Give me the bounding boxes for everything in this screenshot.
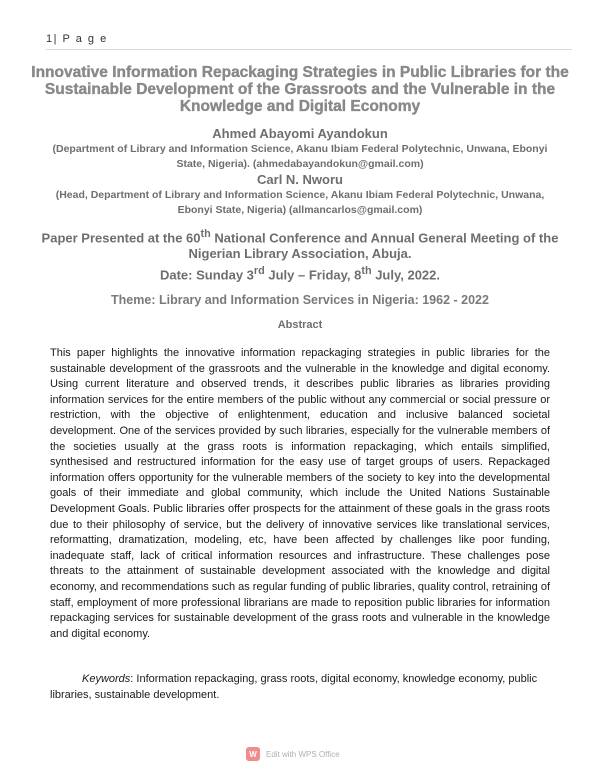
conference-ordinal: th bbox=[200, 228, 211, 240]
page-number-value: 1 bbox=[46, 33, 54, 45]
date-middle: July – Friday, 8 bbox=[264, 267, 362, 283]
author-name-1: Ahmed Abayomi Ayandokun bbox=[212, 126, 388, 141]
date-prefix: Date: Sunday 3 bbox=[159, 267, 254, 283]
abstract-heading: Abstract bbox=[277, 319, 323, 331]
header-rule bbox=[46, 49, 572, 50]
date-sup-2: th bbox=[361, 265, 372, 277]
page-number bbox=[46, 33, 108, 45]
wps-watermark-text: Edit with WPS Office bbox=[266, 749, 340, 759]
author-affiliation-1: (Department of Library and Information Science, Akanu Ibiam Federal Polytechnic, Unwana, Ebonyi State, Nigeria). (ahmedabayandokun@gmail.com) bbox=[52, 143, 548, 170]
author-name-2: Carl N. Nworu bbox=[257, 172, 343, 187]
conference-theme: Theme: Library and Information Services in Nigeria: 1962 - 2022 bbox=[111, 293, 489, 307]
keywords-label: Keywords bbox=[82, 673, 131, 685]
keywords-text: : Information repackaging, grass roots, digital economy, knowledge economy, public libraries, sustainable development. bbox=[50, 673, 538, 701]
keywords-paragraph bbox=[50, 672, 550, 703]
wps-logo-icon: W bbox=[246, 747, 260, 761]
conference-date bbox=[0, 265, 600, 282]
date-suffix: July, 2022. bbox=[371, 267, 440, 283]
conference-note bbox=[22, 226, 578, 262]
page-number-label: | P a g e bbox=[53, 33, 108, 45]
paper-title: Innovative Information Repackaging Strategies in Public Libraries for the Sustainable Development of the Grassroots and the Vulnerable in the Knowledge and Digital Economy bbox=[31, 64, 569, 115]
conference-note-prefix: Paper Presented at the 60 bbox=[41, 230, 201, 246]
wps-watermark[interactable] bbox=[246, 747, 340, 761]
conference-note-suffix: National Conference and Annual General Meeting of the Nigerian Library Association, Abuja. bbox=[188, 230, 559, 262]
author-affiliation-2: (Head, Department of Library and Information Science, Akanu Ibiam Federal Polytechnic, Unwana, Ebonyi State, Nigeria) (allmancarlos@gmail.com) bbox=[55, 189, 545, 216]
author-block bbox=[20, 126, 580, 218]
abstract-body: This paper highlights the innovative information repackaging strategies in public libraries for the sustainable development of the grassroots and the vulnerable in the knowledge and digital economy. Using current literature and observed trends, it describes public libraries as libraries providing information services for the entire members of the public without any commercial or social pressure or restriction, with the objective of enlightenment, education and inclusive balanced societal development. One of the services provided by such libraries, especially for the vulnerable members of the societies usually at the grass roots is information repackaging, which entails simplified, synthesised and restructured information for the easy use of target groups of users. Repackaged information offers opportunity for the vulnerable members of the society to key into the developmental goals of their immediate and global community, which include the United Nations Sustainable Development Goals. Public libraries offer prospects for the attainment of these goals in the grass roots due to their philosophy of service, but the delivery of innovative services like translational services, reformatting, dramatization, modeling, etc, have been affected by challenges like poor funding, inadequate staff, lack of critical information resources and infrastructure. These challenges pose threats to the attainment of sustainable development associated with the knowledge and digital economy, and recommendations such as regular funding of public libraries, quality control, retraining of staff, employment of more professional librarians are made to reposition public libraries for information repackaging services for sustainable development of the grass roots and vulnerable in the knowledge and digital economy. bbox=[50, 347, 550, 640]
date-sup-1: rd bbox=[253, 265, 265, 277]
